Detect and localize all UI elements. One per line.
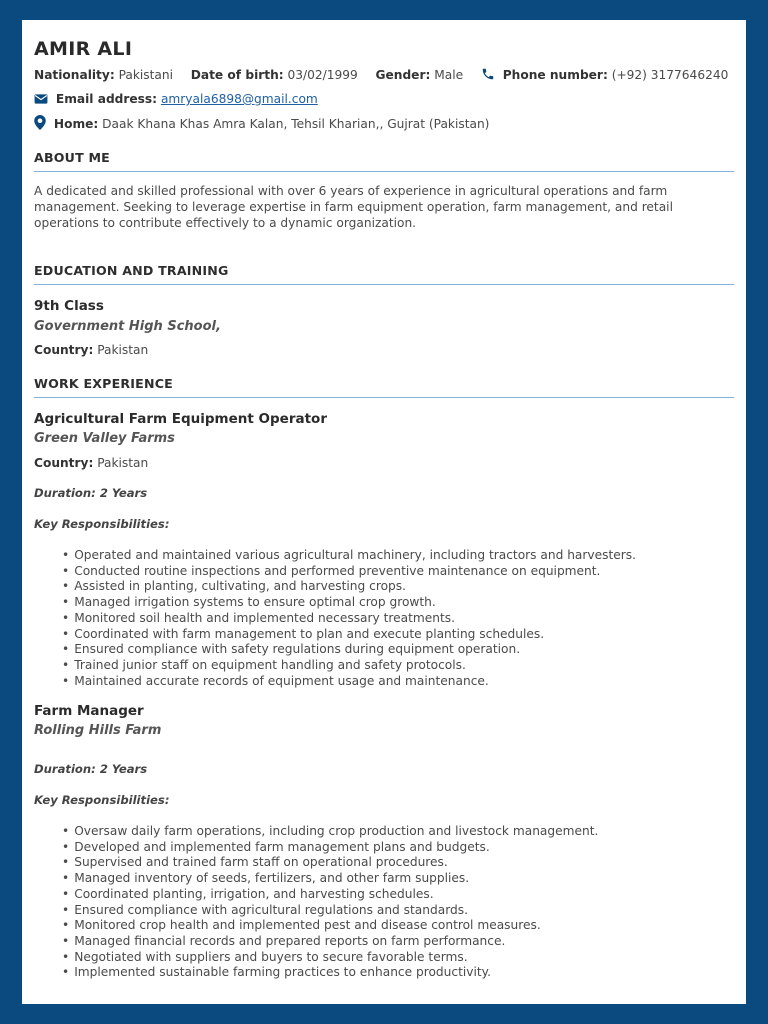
job-duration: Duration: 2 Years (34, 486, 148, 500)
list-item: • Conducted routine inspections and performed preventive maintenance on equipment. (62, 564, 636, 580)
home-value: Daak Khana Khas Amra Kalan, Tehsil Kharian,, Gujrat (Pakistan) (102, 117, 490, 131)
dob-value: 03/02/1999 (287, 68, 358, 82)
list-item: • Managed inventory of seeds, fertilizers, and other farm supplies. (62, 871, 598, 887)
job-country-label: Country: (34, 456, 94, 470)
list-item: • Oversaw daily farm operations, including crop production and livestock management. (62, 824, 598, 840)
work-heading: WORK EXPERIENCE (34, 376, 734, 398)
email-icon (34, 93, 48, 105)
list-item: • Negotiated with suppliers and buyers to secure favorable terms. (62, 950, 598, 966)
list-item: • Managed financial records and prepared reports on farm performance. (62, 934, 598, 950)
phone-label: Phone number: (502, 68, 608, 82)
home-label: Home: (53, 117, 99, 131)
job-title: Farm Manager (34, 703, 144, 719)
list-item: • Ensured compliance with agricultural regulations and standards. (62, 903, 598, 919)
job-title: Agricultural Farm Equipment Operator (34, 411, 327, 427)
phone-value[interactable]: (+92) 3177646240 (611, 68, 729, 82)
dob-label: Date of birth: (190, 68, 284, 82)
list-item: • Implemented sustainable farming practices to enhance productivity. (62, 965, 598, 981)
list-item: • Coordinated planting, irrigation, and harvesting schedules. (62, 887, 598, 903)
personal-info-row (34, 67, 728, 82)
about-heading: ABOUT ME (34, 150, 734, 172)
job-organization: Rolling Hills Farm (34, 723, 162, 738)
education-country (34, 343, 148, 357)
list-item: • Trained junior staff on equipment handling and safety protocols. (62, 658, 636, 674)
gender-value: Male (434, 68, 464, 82)
education-country-label: Country: (34, 343, 94, 357)
job-duration: Duration: 2 Years (34, 762, 148, 776)
email-link[interactable]: amryala6898@gmail.com (160, 92, 318, 106)
list-item: • Assisted in planting, cultivating, and harvesting crops. (62, 579, 636, 595)
list-item: • Coordinated with farm management to plan and execute planting schedules. (62, 627, 636, 643)
job-organization: Green Valley Farms (34, 431, 175, 446)
list-item: • Maintained accurate records of equipment usage and maintenance. (62, 674, 636, 690)
job-responsibilities-list (62, 548, 636, 689)
job-country (34, 456, 148, 470)
job-responsibilities-list (62, 824, 598, 981)
list-item: • Managed irrigation systems to ensure optimal crop growth. (62, 595, 636, 611)
list-item: • Supervised and trained farm staff on operational procedures. (62, 855, 598, 871)
email-label: Email address: (55, 92, 158, 106)
candidate-name: AMIR ALI (34, 38, 133, 60)
job-responsibilities-label: Key Responsibilities: (34, 793, 170, 807)
home-row (34, 115, 489, 131)
job-country-value: Pakistan (97, 456, 149, 470)
list-item: • Monitored soil health and implemented necessary treatments. (62, 611, 636, 627)
gender-label: Gender: (375, 68, 431, 82)
resume-page (22, 20, 746, 1004)
about-text: A dedicated and skilled professional with over 6 years of experience in agricultural operations and farm management. Seeking to leverage expertise in farm equipment operation, farm management, and retail operations to contribute effectively to a dynamic organization. (34, 184, 673, 230)
list-item: • Operated and maintained various agricultural machinery, including tractors and harvesters. (62, 548, 636, 564)
location-pin-icon (34, 115, 46, 130)
list-item: • Developed and implemented farm management plans and budgets. (62, 840, 598, 856)
education-school: Government High School, (34, 319, 221, 334)
nationality-label: Nationality: (34, 68, 115, 82)
email-row (34, 92, 318, 106)
list-item: • Ensured compliance with safety regulations during equipment operation. (62, 642, 636, 658)
education-degree: 9th Class (34, 298, 104, 314)
phone-icon (481, 67, 495, 81)
job-responsibilities-label: Key Responsibilities: (34, 517, 170, 531)
list-item: • Monitored crop health and implemented pest and disease control measures. (62, 918, 598, 934)
nationality-value: Pakistani (118, 68, 173, 82)
education-country-value: Pakistan (97, 343, 149, 357)
education-heading: EDUCATION AND TRAINING (34, 263, 734, 285)
